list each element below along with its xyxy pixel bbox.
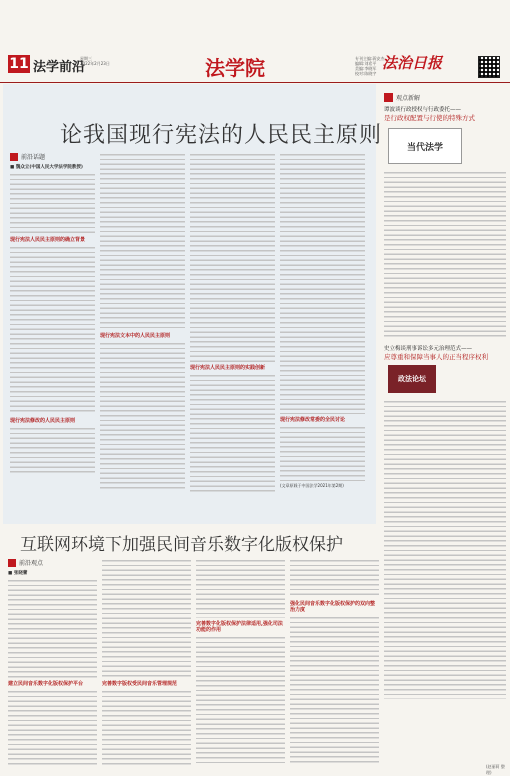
text-block [384, 170, 506, 338]
item1-title: 是行政权配置与行使的特殊方式 [384, 114, 475, 122]
text-block [190, 152, 275, 362]
text-block [100, 152, 185, 330]
text-block [8, 689, 97, 765]
article-column [10, 152, 95, 512]
article-subhead: 完善数字版权受民间音乐管理规范 [102, 681, 178, 687]
text-block [290, 558, 379, 598]
text-block [280, 152, 365, 414]
article-source-note: (文章原载于中国法学2021年第2期) [280, 483, 344, 488]
item1-lead: 谭波谈行政授权与行政委托—— [384, 107, 462, 113]
article-subhead: 现行宪法修改的人民民主原则 [10, 418, 76, 424]
article-subhead: 强化民间音乐数字化版权保护的双向整治力度 [290, 601, 376, 613]
article-subhead: 现行宪法文本中的人民民主原则 [100, 333, 171, 339]
article-column [100, 152, 185, 512]
article-author: ■ 魏众立(中国人民大学法学院教授) [10, 165, 83, 170]
article-tag: 前沿观点 [8, 558, 97, 567]
text-block [196, 635, 285, 763]
article-subhead: 建立民间音乐数字化版权保护平台 [8, 681, 84, 687]
text-block [10, 245, 95, 415]
text-block [290, 615, 379, 763]
text-block [8, 578, 97, 678]
editor-credit: (赵丽莉 整理) [486, 764, 505, 775]
bottom-article-body [8, 558, 380, 766]
newspaper-logo: 法治日报 [382, 54, 443, 72]
qr-code-icon [478, 56, 500, 78]
right-column-tag: 观点新解 [384, 92, 506, 102]
text-block [100, 341, 185, 491]
text-block [102, 689, 191, 765]
section-name: 法学前沿 [33, 60, 86, 75]
page-title: 法学院 [205, 56, 265, 80]
journal-cover-image: 当代法学 [388, 128, 462, 164]
article-author: ■ 张晓蕾 [8, 571, 28, 576]
article-subhead: 完善数字化版权保护法律适用,强化司法功能的作用 [196, 621, 283, 633]
text-block [280, 425, 365, 481]
article-subhead: 现行宪法人民民主原则的实践创新 [190, 365, 266, 371]
bottom-article-title: 互联网环境下加强民间音乐数字化版权保护 [20, 535, 343, 555]
issue-meta: 星期三 2022年2月23日 [80, 56, 110, 66]
article-column [280, 152, 365, 512]
page-number: 11 [9, 56, 29, 72]
article-column [196, 558, 285, 766]
main-article-body [10, 152, 365, 512]
tag-icon [10, 153, 18, 161]
text-block [384, 399, 506, 699]
text-block [102, 558, 191, 678]
right-column [384, 92, 506, 764]
article-tag: 前沿话题 [10, 152, 95, 161]
article-column [8, 558, 97, 766]
article-column [102, 558, 191, 766]
main-article-title: 论我国现行宪法的人民民主原则 [60, 123, 383, 148]
masthead [0, 0, 510, 83]
text-block [10, 426, 95, 476]
article-column [290, 558, 379, 766]
journal-cover-image: 政法论坛 [388, 365, 436, 393]
item2-title: 应尊重和保障当事人的正当程序权利 [384, 353, 488, 361]
item2-lead: 史立梅谈刑事诉讼多元治理范式—— [384, 346, 473, 352]
tag-icon [8, 559, 16, 567]
article-subhead: 现行宪法修改常委的全民讨论 [280, 417, 346, 423]
text-block [196, 558, 285, 618]
editor-credits: 专刊主编:蒋安杰 编辑:刘希平 美编:李晓军 校对:陈晓宇 [355, 56, 385, 76]
article-subhead: 现行宪法人民民主原则的确立背景 [10, 237, 86, 243]
text-block [10, 172, 95, 234]
article-column [190, 152, 275, 512]
text-block [190, 373, 275, 493]
tag-icon [384, 93, 393, 102]
